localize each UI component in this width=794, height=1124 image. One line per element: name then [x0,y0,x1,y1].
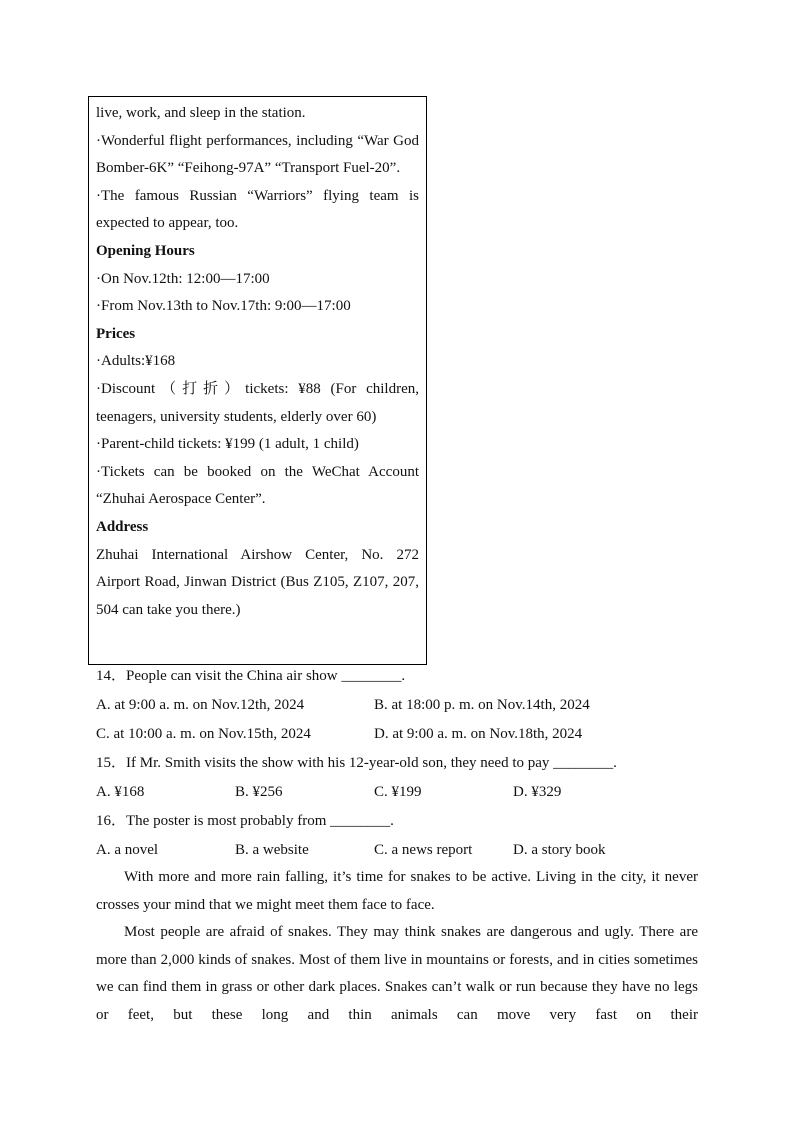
option-b: B. at 18:00 p. m. on Nov.14th, 2024 [374,697,590,713]
question-stem: 14．People can visit the China air show ________. [96,668,406,684]
option-a: A. at 9:00 a. m. on Nov.12th, 2024 [96,697,305,713]
airshow-poster-box [88,96,427,665]
option-d: D. a story book [513,842,606,858]
question-stem: 15．If Mr. Smith visits the show with his 12-year-old son, they need to pay ________. [96,755,617,771]
option-a: A. a novel [96,842,159,858]
option-b: B. ¥256 [235,784,283,800]
poster-line: ·The famous Russian “Warriors” flying team is expected to appear, too. [96,187,419,232]
question-options [96,720,706,749]
opening-hours-item: ·On Nov.12th: 12:00—17:00 [96,270,270,287]
address-text: Zhuhai International Airshow Center, No. 272 Airport Road, Jinwan District (Bus Z105, Z107, 207, 504 can take you there.) [96,546,419,618]
passage-paragraph: With more and more rain falling, it’s time for snakes to be active. Living in the city, it never crosses your mind that we might meet them face to face. [96,869,698,913]
question-list [96,662,706,865]
price-item: ·Adults:¥168 [96,353,176,370]
opening-hours-heading: Opening Hours [96,242,195,259]
opening-hours-item: ·From Nov.13th to Nov.17th: 9:00—17:00 [96,298,351,315]
option-a: A. ¥168 [96,784,145,800]
option-d: D. ¥329 [513,784,562,800]
passage-paragraph: Most people are afraid of snakes. They may think snakes are dangerous and ugly. There are more than 2,000 kinds of snakes. Most of them live in mountains or forests, and in cities sometimes we can find them in grass or other dark places. Snakes can’t walk or run because they have no legs or feet, but these long and thin animals can move very fast on their [96,924,698,1023]
prices-heading: Prices [96,325,136,342]
option-c: C. a news report [374,842,473,858]
question-stem: 16．The poster is most probably from ________. [96,813,394,829]
question-options [96,836,706,865]
price-item: ·Parent-child tickets: ¥199 (1 adult, 1 child) [96,436,359,453]
option-c: C. at 10:00 a. m. on Nov.15th, 2024 [96,726,311,742]
question-options [96,691,706,720]
poster-line: live, work, and sleep in the station. [96,105,306,121]
question-options [96,778,706,807]
option-c: C. ¥199 [374,784,422,800]
option-b: B. a website [235,842,309,858]
poster-line: ·Wonderful flight performances, including “War God Bomber-6K” “Feihong-97A” “Transport Fuel-20”. [96,132,419,177]
reading-passage [96,864,698,1030]
price-item: ·Tickets can be booked on the WeChat Account “Zhuhai Aerospace Center”. [96,463,419,508]
price-item: ·Discount（打折）tickets: ¥88 (For children, teenagers, university students, elderly over 60) [96,380,419,425]
option-d: D. at 9:00 a. m. on Nov.18th, 2024 [374,726,583,742]
address-heading: Address [96,518,149,535]
